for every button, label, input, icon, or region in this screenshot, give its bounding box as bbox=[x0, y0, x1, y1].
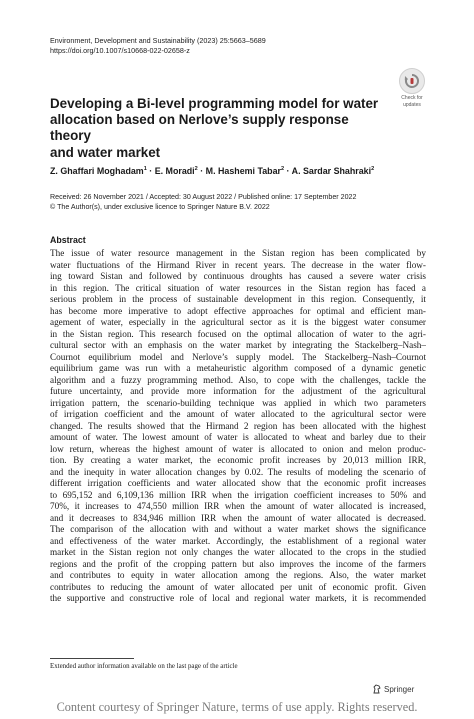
abstract-line: cultural sector with an emphasis on the water market by integrating the Stackelberg–Nash– bbox=[50, 340, 426, 350]
footnote: Extended author information available on the last page of the article bbox=[50, 663, 238, 670]
article-title bbox=[50, 96, 380, 161]
title-line: and water market bbox=[50, 144, 161, 160]
abstract-line: future uncertainty, and provide more information for the adjustment of the agricultural bbox=[50, 386, 426, 396]
abstract-line: and contributes to equity in water allocation among the regions. Also, the water market bbox=[50, 570, 426, 580]
author-separator: · bbox=[284, 165, 292, 176]
courtesy-watermark: Content courtesy of Springer Nature, terms of use apply. Rights reserved. bbox=[56, 700, 418, 714]
author-list bbox=[50, 163, 430, 177]
abstract-line: 70%, it increases to 474,550 million IRR when the amount of water allocated is increased, bbox=[50, 501, 426, 511]
affiliation-marker: 2 bbox=[194, 166, 198, 172]
abstract-line: the supportive and constructive role of local and regional water markets, it is recommended bbox=[50, 593, 426, 603]
affiliation-marker: 1 bbox=[143, 166, 147, 172]
abstract-line: serious problem in the process of sustainable development in this region. Consequently, it bbox=[50, 294, 426, 304]
author-name[interactable]: Z. Ghaffari Moghadam bbox=[50, 165, 144, 176]
abstract-line: equilibrium game was run with a metaheuristic algorithm composed of a dynamic genetic bbox=[50, 363, 426, 373]
abstract-line: regions and the profit of the cropping pattern but also improves the income of the farmers bbox=[50, 558, 426, 569]
abstract-line: irrigation pattern, the scenario-building technique was applied in which two parameters bbox=[50, 397, 426, 408]
publisher-name: Springer bbox=[384, 685, 415, 694]
abstract-line: The comparison of the allocation with and without a water market shows the significance bbox=[50, 524, 426, 534]
abstract-line: changed. The results showed that the Hirmand 2 region has been allocated with the highest bbox=[50, 420, 426, 431]
author-name[interactable]: M. Hashemi Tabar bbox=[205, 165, 281, 176]
publisher-logo bbox=[372, 684, 414, 697]
title-line: allocation based on Nerlove’s supply response theory bbox=[50, 112, 349, 144]
abstract-line: and it decreases to 834,946 million IRR when the amount of water allocated is decreased. bbox=[50, 512, 426, 523]
abstract-line: and the inequity in water allocation changes by 0.02. The results of modeling the scenario of bbox=[50, 466, 426, 477]
abstract-line: in the Sistan region. This research focused on the optimal allocation of water to the agri- bbox=[50, 328, 426, 339]
abstract-line: algorithm and a fuzzy programming method. Also, to cope with the challenges, tackle the bbox=[50, 374, 426, 385]
author-name[interactable]: A. Sardar Shahraki bbox=[291, 165, 372, 176]
dates-line: Received: 26 November 2021 / Accepted: 30 August 2022 / Published online: 17 September 2022 bbox=[50, 193, 357, 201]
abstract-heading: Abstract bbox=[50, 235, 86, 245]
abstract-line: and effectiveness of the water market. Accordingly, the establishment of a regional water bbox=[50, 535, 426, 546]
publication-dates bbox=[50, 193, 430, 212]
copyright-line: © The Author(s), under exclusive licence to Springer Nature B.V. 2022 bbox=[50, 202, 270, 211]
abstract-line: in this region. The critical situation of water resources in the Sistan region has faced a bbox=[50, 282, 426, 293]
author-separator: · bbox=[146, 165, 155, 176]
abstract-line: low return, whereas the highest amount of water is allocated to onion and melon produc- bbox=[50, 443, 426, 454]
abstract-body bbox=[50, 248, 426, 605]
abstract-line: tion. By creating a water market, the economic profit increases by 20,013 million IRR, bbox=[50, 455, 426, 465]
check-for-updates-badge[interactable] bbox=[398, 68, 426, 108]
abstract-line: agement of water, especially in the agricultural sector as it is the biggest water consumer bbox=[50, 317, 426, 327]
update-icon bbox=[399, 68, 425, 94]
author-name[interactable]: E. Moradi bbox=[154, 165, 195, 176]
abstract-line: market in the Sistan region not only changes the water allocated to the crops in the studied bbox=[50, 547, 426, 557]
abstract-line: Cournot equilibrium model and Nerlove’s supply model. The Stackelberg–Nash–Cournot bbox=[50, 351, 426, 362]
abstract-line: The issue of water resource management in the Sistan region has been complicated by bbox=[50, 248, 426, 258]
journal-header bbox=[50, 36, 380, 56]
badge-label-1: Check for bbox=[401, 95, 423, 101]
springer-horse-icon bbox=[372, 684, 382, 697]
abstract-line: different irrigation coefficients and water allocated show that the economic profit increases bbox=[50, 478, 426, 488]
abstract-line: ing toward Sistan and followed by continuous droughts has caused a severe water crisis bbox=[50, 271, 426, 281]
doi-link[interactable]: https://doi.org/10.1007/s10668-022-02658-z bbox=[50, 46, 190, 55]
footnote-divider bbox=[50, 658, 134, 659]
badge-label-2: updates bbox=[403, 102, 421, 108]
journal-citation: Environment, Development and Sustainability (2023) 25:5663–5689 bbox=[50, 36, 266, 45]
abstract-line: water fluctuations of the Hirmand River in recent years. The decrease in the water flow- bbox=[50, 259, 426, 270]
abstract-line: of irrigation coefficient and the amount of water allocated to the agricultural sector were bbox=[50, 409, 426, 419]
author-separator: · bbox=[197, 165, 206, 176]
title-line: Developing a Bi-level programming model for water bbox=[50, 96, 379, 111]
abstract-line: contributes to reducing the amount of water allocated per unit of economic profit. Given bbox=[50, 581, 426, 592]
abstract-line: to 695,152 and 6,109,136 million IRR when the irrigation coefficient increases to 50% and bbox=[50, 489, 426, 500]
abstract-line: has become more imperative to adopt effective approaches for optimal and efficient man- bbox=[50, 305, 426, 316]
affiliation-marker: 2 bbox=[280, 166, 285, 172]
affiliation-marker: 2 bbox=[371, 166, 375, 172]
abstract-line: amount of water. The lowest amount of water is allocated to wheat and barley due to their bbox=[50, 432, 426, 442]
